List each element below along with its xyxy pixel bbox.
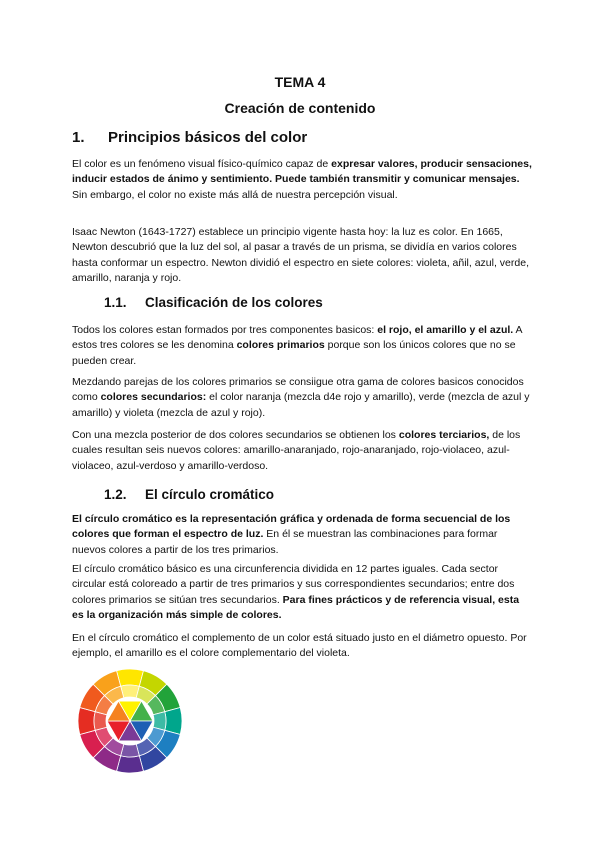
section-1-number: 1. <box>72 129 85 146</box>
document-subtitle: Creación de contenido <box>224 100 376 116</box>
paragraph-color-definition <box>72 157 532 203</box>
bold-span: colores terciarios, <box>398 429 490 441</box>
text-span: El círculo cromático básico es una circunferencia dividida en 12 partes iguales. Cada sector circular está coloreado a partir de tres primarios y sus correspondientes secundarios; entre dos colores primarios se sitúan tres secundarios. <box>72 563 515 606</box>
text-span: Isaac Newton (1643-1727) establece un principio vigente hasta hoy: la luz es color. En 1665, Newton descubrió que la luz del sol, al pasar a través de un prisma, se dividía en varios colores hasta conformar un espectro. Newton dividió el espectro en siete colores: violeta, añil, azul, verde, amarillo, naranja y rojo. <box>72 226 529 284</box>
document-title: TEMA 4 <box>274 74 326 90</box>
bold-span: Para fines prácticos y de referencia visual, esta es la organización más simple de colores. <box>72 593 520 621</box>
text-span: Mezdando parejas de los colores primarios se consiigue otra gama de colores basicos conocidos como <box>72 376 524 404</box>
wheel-outer-sector <box>117 756 144 773</box>
color-wheel-image <box>78 669 182 773</box>
paragraph-color-wheel-definition <box>72 512 532 558</box>
text-span: Todos los colores estan formados por tres componentes basicos: <box>72 324 378 336</box>
wheel-outer-sector <box>165 708 182 735</box>
text-span: de los cuales resultan seis nuevos colores: amarillo-anaranjado, rojo-anaranjado, rojo-violaceo, azul-violaceo, azul-verdoso y amarillo-verdoso. <box>72 429 521 472</box>
text-span: el color naranja (mezcla d4e rojo y amarillo), verde (mezcla de azul y amarillo) y violeta (mezcla de azul y rojo). <box>72 391 530 419</box>
text-span: El color es un fenómeno visual físico-químico capaz de <box>72 158 332 170</box>
bold-span: colores secundarios: <box>100 391 207 404</box>
paragraph-primary-colors <box>72 323 532 369</box>
text-span: Sin embargo, el color no existe más allá de nuestra percepción visual. <box>72 188 398 201</box>
bold-span: expresar valores, producir sensaciones, inducir estados de ánimo y sentimiento. Puede también transmitir y comunicar mensajes. <box>72 158 532 186</box>
section-1-title: Principios básicos del color <box>108 129 308 146</box>
bold-span: El círculo cromático es la representación gráfica y ordenada de forma secuencial de los colores que forman el espectro de luz. <box>72 513 511 541</box>
text-span: Con una mezcla posterior de dos colores secundarios se obtienen los <box>72 429 399 441</box>
section-1-1-number: 1.1. <box>104 295 127 310</box>
paragraph-newton <box>72 225 532 286</box>
bold-span: colores primarios <box>236 339 325 352</box>
section-1-1-title: Clasificación de los colores <box>145 295 323 310</box>
text-span: En el círculo cromático el complemento de un color está situado justo en el diámetro opuesto. Por ejemplo, el amarillo es el colore complementario del violeta. <box>72 632 527 660</box>
paragraph-tertiary-colors <box>72 428 532 474</box>
section-1-2-title: El círculo cromático <box>145 487 275 502</box>
section-1-heading <box>72 129 307 146</box>
wheel-outer-sector <box>117 669 144 686</box>
text-span: porque son los únicos colores que no se pueden crear. <box>72 339 516 367</box>
text-span: En él se muestran las combinaciones para formar nuevos colores a partir de los tres primarios. <box>72 528 498 556</box>
section-1-2-number: 1.2. <box>104 487 127 502</box>
bold-span: el rojo, el amarillo y el azul. <box>377 324 514 336</box>
text-span: A estos tres colores se les denomina <box>72 324 522 352</box>
section-1-1-heading <box>104 295 323 310</box>
section-1-2-heading <box>104 487 274 502</box>
wheel-outer-sector <box>78 708 95 735</box>
paragraph-color-wheel-structure <box>72 562 532 623</box>
paragraph-complementary <box>72 631 532 662</box>
paragraph-secondary-colors <box>72 375 532 421</box>
